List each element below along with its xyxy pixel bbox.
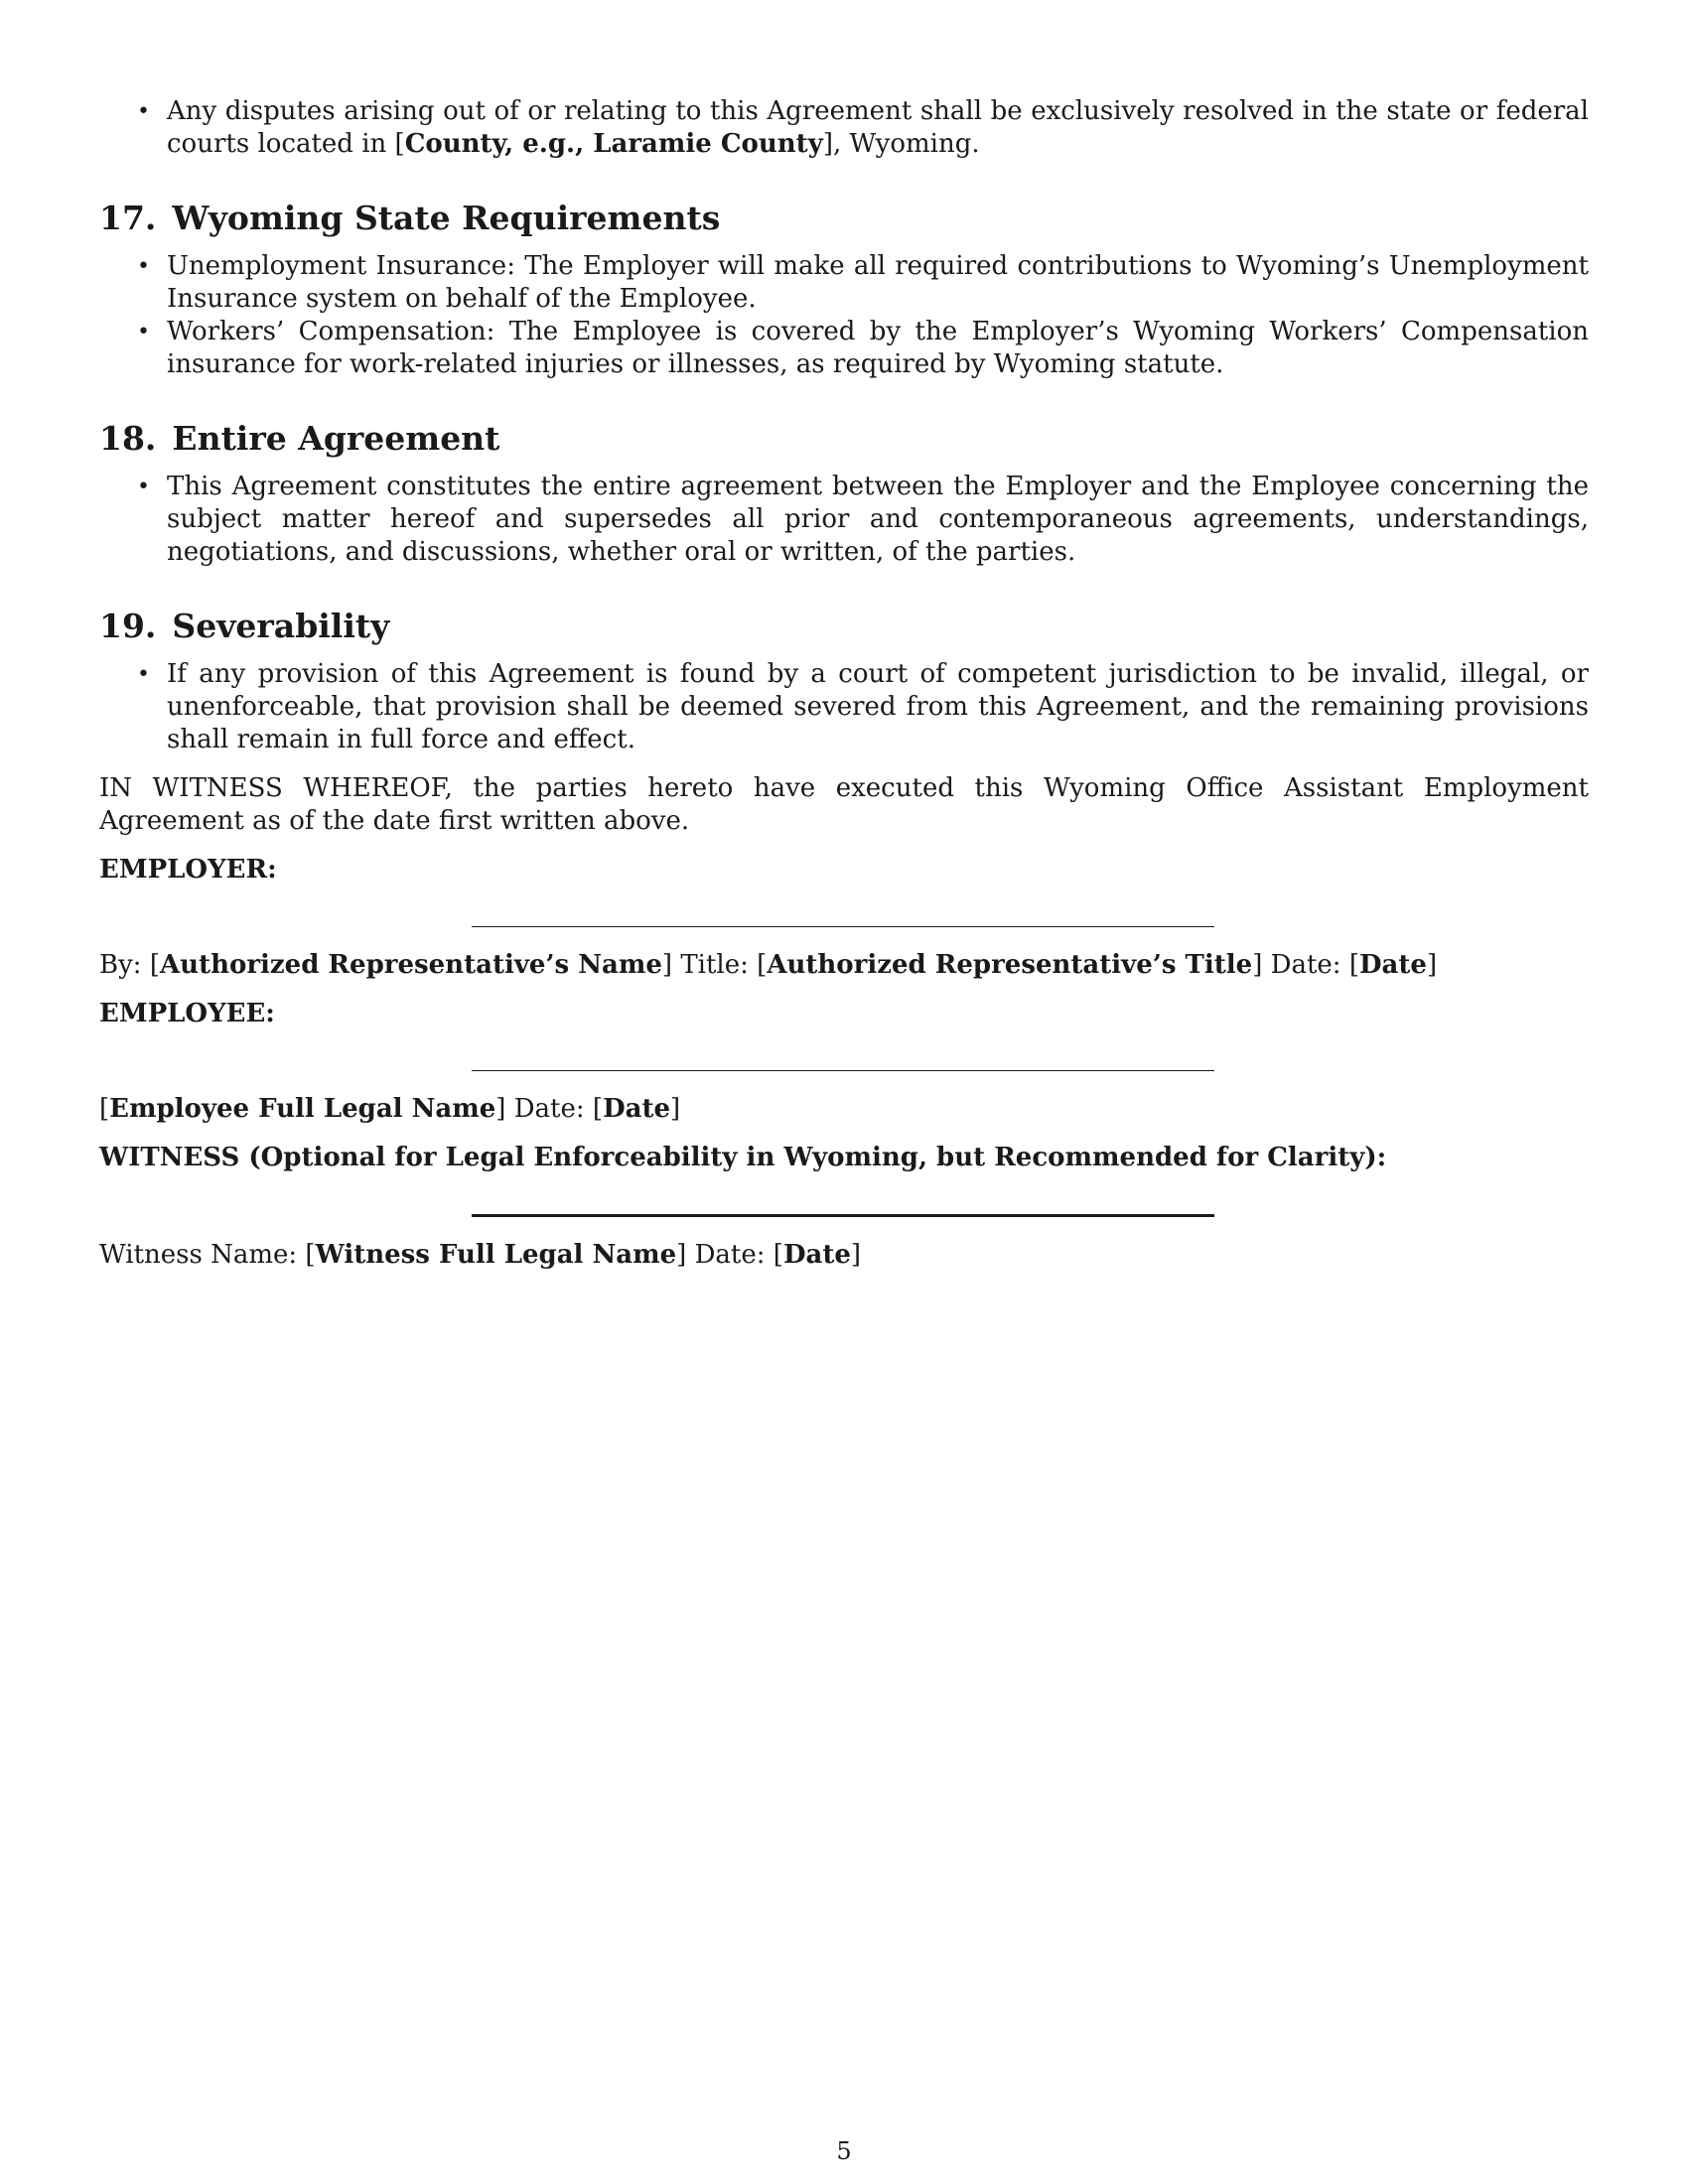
list-item: • This Agreement constitutes the entire agreement between the Employer and the Employee concerning the subject matter hereof and supersedes all prior and contemporaneous agreements, understandings, negotiations, and discussions, whether oral or written, of the parties. [137, 472, 1589, 567]
section-heading-18: 18. Entire Agreement [99, 419, 500, 458]
witness-signature-info: Witness Name: [Witness Full Legal Name] Date: [Date] [99, 1240, 862, 1270]
bullet-icon: • [137, 662, 150, 687]
witness-date-placeholder: Date [782, 1240, 851, 1270]
employer-title-placeholder: Authorized Representative’s Title [767, 950, 1253, 980]
employee-label: EMPLOYEE: [99, 999, 275, 1028]
list-item: • Unemployment Insurance: The Employer will make all required contributions to Wyoming’s Unemployment Insurance system on behalf of the Employee. [137, 251, 1589, 314]
section-heading-19: 19. Severability [99, 607, 390, 645]
employee-name-placeholder: Employee Full Legal Name [109, 1094, 496, 1124]
county-placeholder: County, e.g., Laramie County [404, 129, 823, 159]
section-18-bullets [99, 471, 1589, 569]
bullet-icon: • [137, 320, 150, 344]
employer-name-placeholder: Authorized Representative’s Name [159, 950, 662, 980]
dispute-bullet-list [99, 95, 1589, 161]
employer-signature-info: By: [Authorized Representative’s Name] Title: [Authorized Representative’s Title] Date: [Date] [99, 950, 1438, 980]
section-heading-17: 17. Wyoming State Requirements [99, 199, 721, 237]
employee-date-placeholder: Date [603, 1094, 671, 1124]
employee-signature-info: [Employee Full Legal Name] Date: [Date] [99, 1094, 681, 1124]
list-item: • Workers’ Compensation: The Employee is covered by the Employer’s Wyoming Workers’ Compensation insurance for work-related injuries or illnesses, as required by Wyoming statute. [137, 317, 1589, 379]
section-19-bullets [99, 658, 1589, 756]
document-page [99, 95, 1589, 1272]
witness-label: WITNESS (Optional for Legal Enforceability in Wyoming, but Recommended for Clarity): [99, 1143, 1387, 1172]
witness-name-placeholder: Witness Full Legal Name [315, 1240, 677, 1270]
list-item: • Any disputes arising out of or relating to this Agreement shall be exclusively resolved in the state or federal courts located in [County, e.g., Laramie County], Wyoming. [137, 96, 1589, 159]
page-number: 5 [836, 2137, 852, 2165]
employer-label: EMPLOYER: [99, 855, 277, 885]
employer-date-placeholder: Date [1359, 950, 1427, 980]
bullet-icon: • [137, 475, 150, 499]
bullet-icon: • [137, 99, 150, 124]
section-17-bullets [99, 250, 1589, 381]
bullet-icon: • [137, 254, 150, 279]
list-item: • If any provision of this Agreement is found by a court of competent jurisdiction to be invalid, illegal, or unenforceable, that provision shall be deemed severed from this Agreement, and the remaining provisions shall remain in full force and effect. [137, 659, 1589, 754]
witness-clause: IN WITNESS WHEREOF, the parties hereto have executed this Wyoming Office Assistant Employment Agreement as of the date first written above. [99, 773, 1589, 836]
